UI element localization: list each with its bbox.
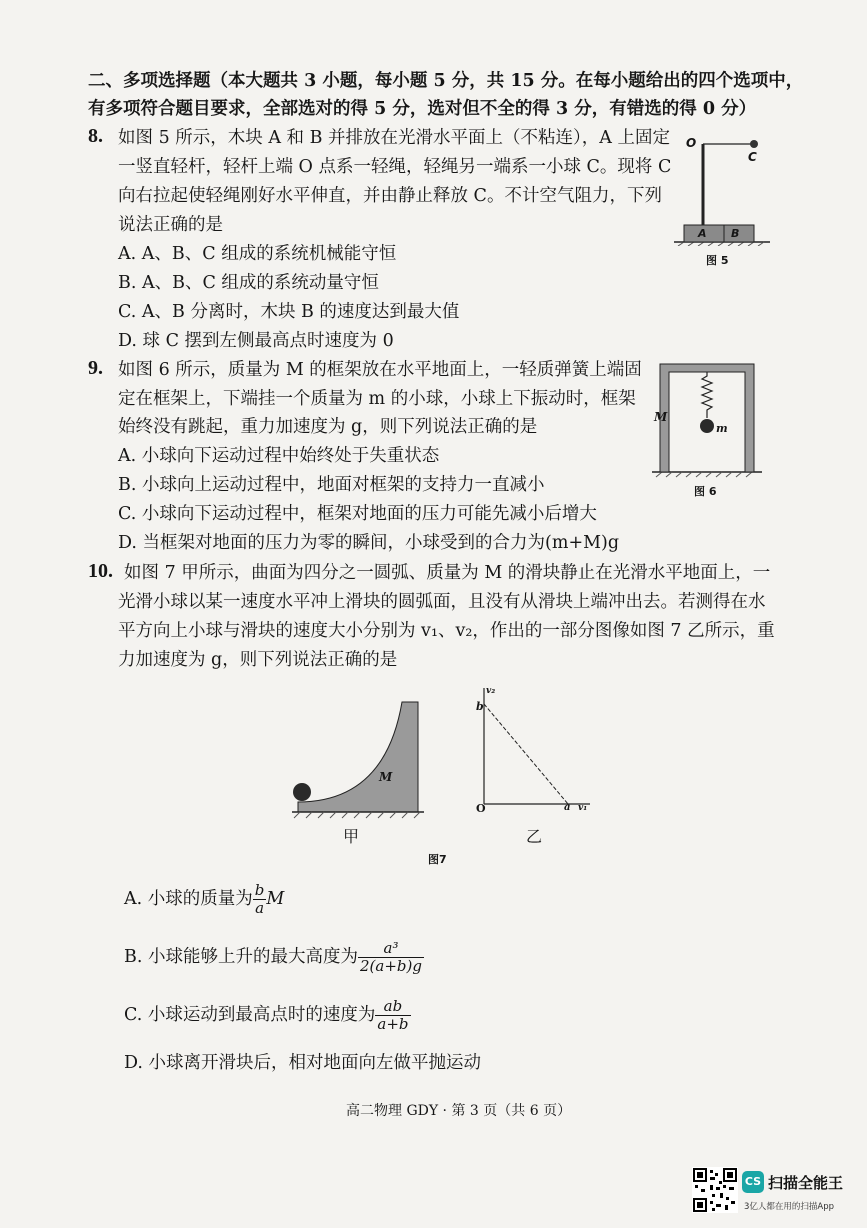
qr-code-icon xyxy=(692,1167,738,1213)
option-b: B. A、B、C 组成的系统动量守恒 xyxy=(118,273,379,293)
question-stem-line: 如图 6 所示，质量为 M 的框架放在水平地面上，一轻质弹簧上端固 xyxy=(118,360,642,380)
scanner-brand-name: 扫描全能王 xyxy=(768,1174,844,1192)
page-footer: 高二物理 GDY · 第 3 页（共 6 页） xyxy=(346,1103,572,1119)
question-number: 9. xyxy=(88,357,103,379)
label-jia: 甲 xyxy=(343,827,360,846)
figure-6-caption: 图 6 xyxy=(694,485,717,498)
fraction xyxy=(375,998,410,1033)
question-stem-line: 光滑小球以某一速度水平冲上滑块的圆弧面，且没有从滑块上端冲出去。若测得在水 xyxy=(118,592,766,612)
fraction-numerator: b xyxy=(254,881,265,899)
scanner-tagline: 3亿人都在用的扫描App xyxy=(744,1202,835,1212)
option-b: B. 小球向上运动过程中，地面对框架的支持力一直减小 xyxy=(118,475,545,495)
figure-7-right-graph xyxy=(470,684,600,814)
fraction-denominator: a+b xyxy=(377,1015,409,1033)
option-c-text: C. 小球运动到最高点时的速度为 xyxy=(124,1005,376,1025)
question-stem-line: 力加速度为 g，则下列说法正确的是 xyxy=(118,650,398,670)
figure-7-caption: 图7 xyxy=(428,853,447,866)
spring xyxy=(702,372,712,418)
label-o: O xyxy=(686,136,697,150)
option-c xyxy=(124,998,411,1033)
small-ball xyxy=(293,783,311,801)
ball-m xyxy=(700,419,714,433)
label-big-m: M xyxy=(654,410,668,424)
fraction xyxy=(253,882,267,917)
question-stem-line: 始终没有跳起，重力加速度为 g，则下列说法正确的是 xyxy=(118,417,538,437)
label-c: C xyxy=(748,150,757,164)
question-stem-line: 定在框架上，下端挂一个质量为 m 的小球，小球上下振动时，框架 xyxy=(118,389,636,409)
figure-7-left-diagram xyxy=(290,692,430,822)
ball-c xyxy=(750,140,758,148)
question-stem-line: 平方向上小球与滑块的速度大小分别为 v₁、v₂，作出的一部分图像如图 7 乙所示，重 xyxy=(118,621,775,641)
intercept-b: b xyxy=(476,700,484,713)
label-block-m: M xyxy=(379,770,393,784)
axis-y-label: v₂ xyxy=(486,686,496,696)
option-b xyxy=(124,940,424,975)
fraction-numerator: ab xyxy=(375,998,410,1016)
option-d: D. 小球离开滑块后，相对地面向左做平抛运动 xyxy=(124,1053,482,1073)
question-number: 10. xyxy=(88,560,113,582)
label-a: A xyxy=(698,227,707,240)
intercept-a: a xyxy=(564,802,571,813)
section-heading-line2: 有多项符合题目要求，全部选对的得 5 分，选对但不全的得 3 分，有错选的得 0 分） xyxy=(88,99,757,119)
option-d: D. 当框架对地面的压力为零的瞬间，小球受到的合力为(m+M)g xyxy=(118,533,620,553)
question-number: 8. xyxy=(88,125,103,147)
option-c: C. A、B 分离时，木块 B 的速度达到最大值 xyxy=(118,302,460,322)
label-yi: 乙 xyxy=(526,827,543,846)
option-a-text: A. 小球的质量为 xyxy=(124,889,253,909)
scanner-logo-icon: CS xyxy=(742,1171,764,1193)
option-a xyxy=(124,882,284,917)
option-c: C. 小球向下运动过程中，框架对地面的压力可能先减小后增大 xyxy=(118,504,597,524)
section-heading-line1: 二、多项选择题（本大题共 3 小题，每小题 5 分，共 15 分。在每小题给出的四个选项中， xyxy=(88,71,804,91)
option-a: A. 小球向下运动过程中始终处于失重状态 xyxy=(118,446,440,466)
fraction-denominator: 2(a+b)g xyxy=(360,957,422,975)
question-stem-line: 一竖直轻杆，轻杆上端 O 点系一轻绳，轻绳另一端系一小球 C。现将 C xyxy=(118,157,672,177)
question-stem-line: 如图 5 所示，木块 A 和 B 并排放在光滑水平面上（不粘连），A 上固定 xyxy=(118,128,670,148)
figure-5-caption: 图 5 xyxy=(706,254,729,267)
option-a-suffix: M xyxy=(266,889,285,909)
fraction-denominator: a xyxy=(255,899,265,917)
fraction-numerator: a³ xyxy=(358,940,424,958)
axis-x-label: v₁ xyxy=(578,803,588,813)
curved-block xyxy=(298,702,418,812)
option-a: A. A、B、C 组成的系统机械能守恒 xyxy=(118,244,397,264)
graph-line xyxy=(484,704,568,804)
question-stem-line: 说法正确的是 xyxy=(118,215,223,235)
label-small-m: m xyxy=(716,422,728,435)
option-d: D. 球 C 摆到左侧最高点时速度为 0 xyxy=(118,331,394,351)
origin-label: O xyxy=(476,802,486,815)
option-b-text: B. 小球能够上升的最大高度为 xyxy=(124,947,358,967)
question-stem-line: 如图 7 甲所示，曲面为四分之一圆弧、质量为 M 的滑块静止在光滑水平地面上，一 xyxy=(124,563,771,583)
fraction xyxy=(358,940,424,975)
label-b: B xyxy=(731,227,740,240)
question-stem-line: 向右拉起使轻绳刚好水平伸直，并由静止释放 C。不计空气阻力，下列 xyxy=(118,186,662,206)
